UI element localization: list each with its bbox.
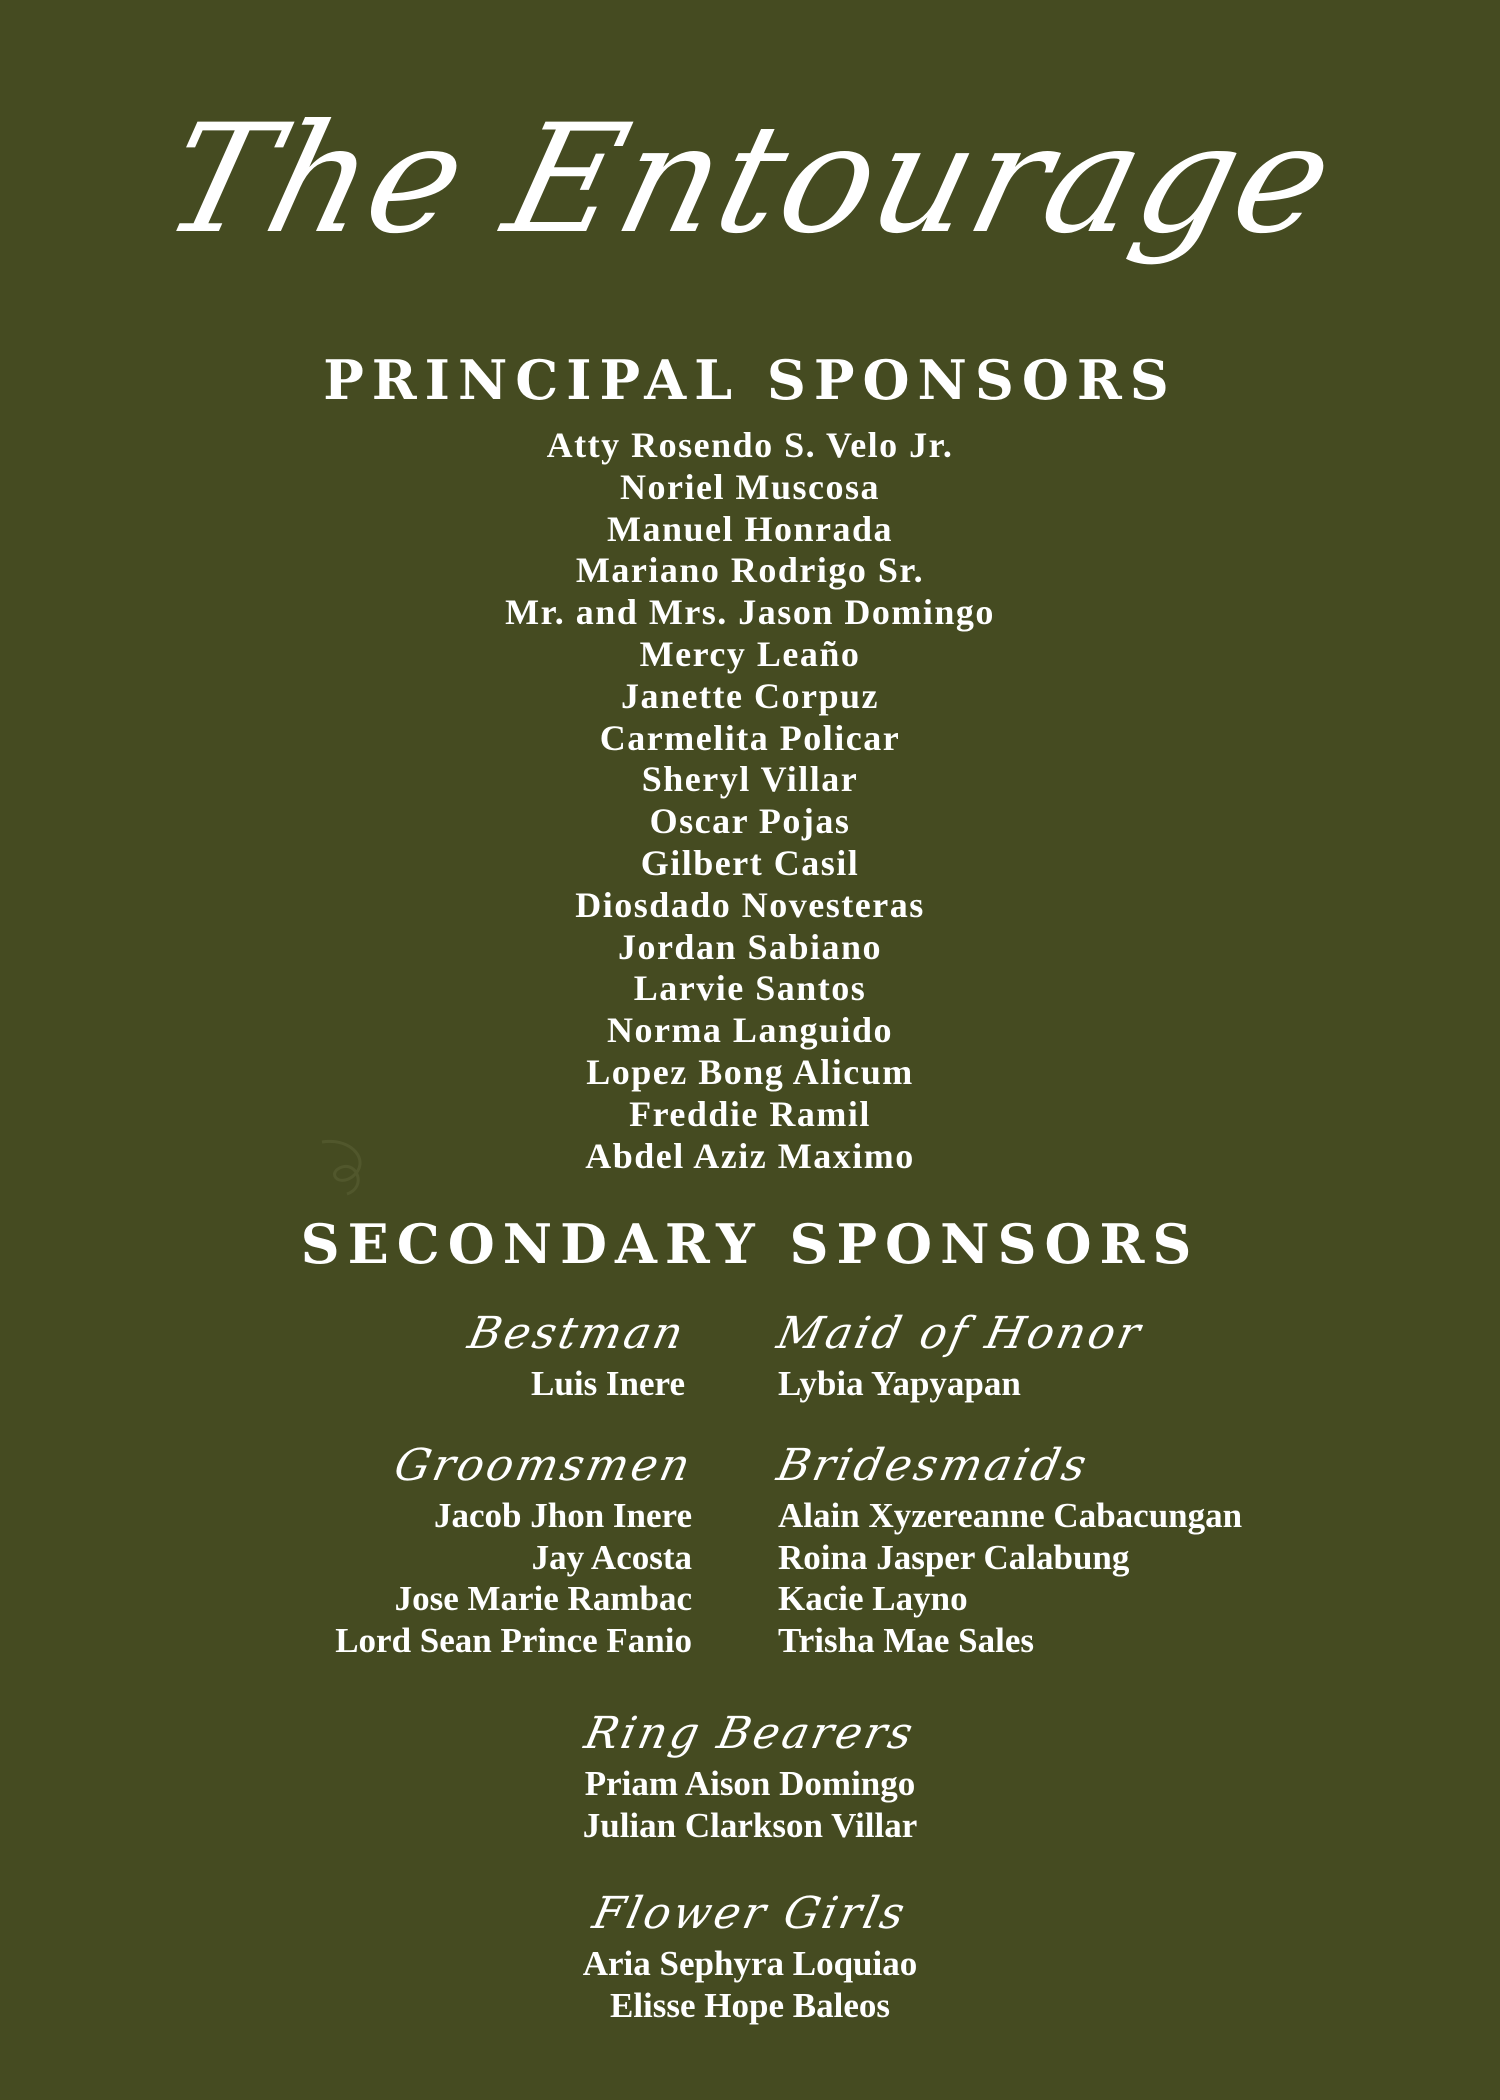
list-item: Trisha Mae Sales <box>778 1620 1035 1660</box>
bestman-label: Bestman <box>463 1308 691 1359</box>
list-item: Freddie Ramil <box>629 1093 871 1134</box>
list-item: Sheryl Villar <box>641 759 859 800</box>
list-item: Larvie Santos <box>633 968 867 1009</box>
bridesmaids-section <box>772 1437 1243 1661</box>
list-item: Janette Corpuz <box>621 675 879 716</box>
list-item: Gilbert Casil <box>640 842 860 883</box>
principal-sponsors-heading: PRINCIPAL SPONSORS <box>323 348 1177 412</box>
list-item: Jose Marie Rambac <box>394 1579 692 1618</box>
bestman-section <box>463 1305 691 1405</box>
list-item: Carmelita Policar <box>599 717 901 758</box>
list-item: Jay Acosta <box>531 1537 692 1577</box>
list-item: Priam Aison Domingo <box>584 1764 916 1803</box>
list-item: Manuel Honrada <box>606 508 894 549</box>
list-item: Alain Xyzereanne Cabacungan <box>778 1496 1243 1535</box>
flower-girls-section <box>0 1885 1500 2026</box>
list-item: Norma Languido <box>606 1010 894 1051</box>
ring-bearers-section <box>0 1705 1500 1846</box>
list-item: Oscar Pojas <box>649 801 851 842</box>
flower-girls-label: Flower Girls <box>588 1888 912 1939</box>
list-item: Mariano Rodrigo Sr. <box>575 550 925 591</box>
principal-sponsors-list <box>0 425 1500 1177</box>
list-item: Noriel Muscosa <box>620 466 880 507</box>
bridesmaids-label: Bridesmaids <box>772 1440 1094 1491</box>
list-item: Lybia Yapyapan <box>778 1364 1021 1403</box>
list-item: Elisse Hope Baleos <box>609 1985 891 2025</box>
groomsmen-label: Groomsmen <box>390 1440 698 1491</box>
maid-of-honor-label: Maid of Honor <box>772 1308 1148 1359</box>
list-item: Lord Sean Prince Fanio <box>335 1620 692 1660</box>
list-item: Lopez Bong Alicum <box>586 1051 914 1092</box>
list-item: Atty Rosendo S. Velo Jr. <box>546 425 954 465</box>
list-item: Jordan Sabiano <box>617 926 883 967</box>
list-item: Jacob Jhon Inere <box>434 1496 692 1535</box>
list-item: Kacie Layno <box>778 1579 968 1618</box>
list-item: Luis Inere <box>531 1364 685 1403</box>
groomsmen-section <box>335 1437 698 1661</box>
page-title: The Entourage <box>149 93 1351 267</box>
list-item: Julian Clarkson Villar <box>582 1805 918 1845</box>
list-item: Diosdado Novesteras <box>575 884 925 925</box>
faint-ornament-icon <box>312 1132 382 1202</box>
secondary-sponsors-heading: SECONDARY SPONSORS <box>300 1212 1200 1276</box>
list-item: Mercy Leaño <box>639 633 861 674</box>
list-item: Mr. and Mrs. Jason Domingo <box>505 592 995 633</box>
list-item: Aria Sephyra Loquiao <box>582 1944 918 1983</box>
ring-bearers-label: Ring Bearers <box>580 1708 921 1759</box>
list-item: Roina Jasper Calabung <box>778 1537 1130 1577</box>
maid-of-honor-section <box>772 1305 1148 1405</box>
list-item: Abdel Aziz Maximo <box>585 1135 915 1176</box>
